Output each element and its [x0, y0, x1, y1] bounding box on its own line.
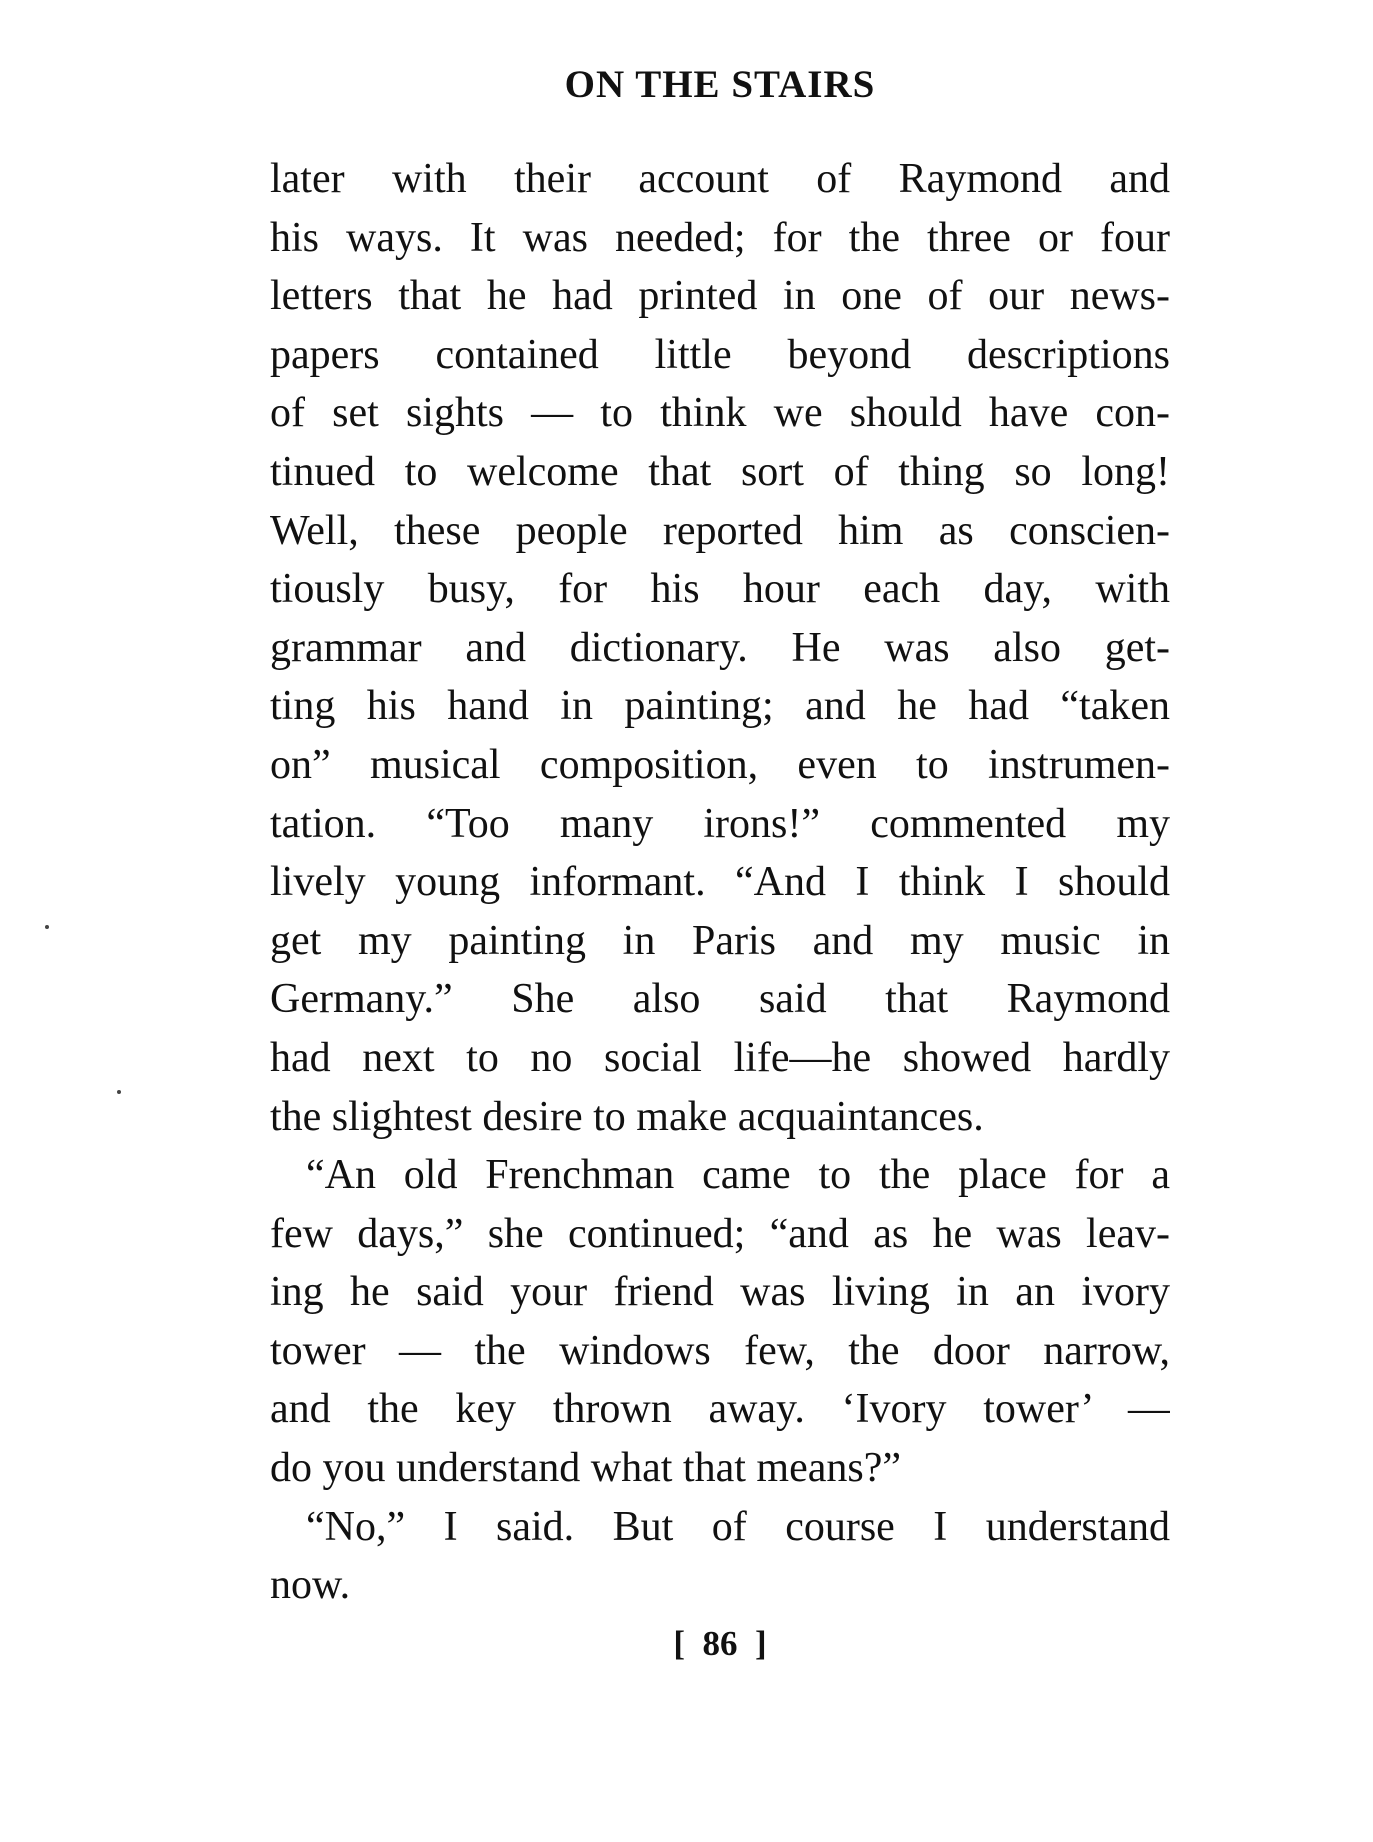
text-line: do you understand what that means?”: [270, 1445, 901, 1492]
text-line: Germany.” She also said that Raymond: [270, 976, 1170, 1023]
text-line: get my painting in Paris and my music in: [270, 917, 1170, 964]
text-line: and the key thrown away. ‘Ivory tower’ —: [270, 1386, 1170, 1433]
scan-speck: [45, 925, 49, 929]
text-line: lively young informant. “And I think I should: [270, 859, 1170, 906]
text-line: Well, these people reported him as conscien-: [270, 507, 1170, 554]
text-line: papers contained little beyond descriptions: [270, 331, 1170, 378]
page-number: [ 86 ]: [673, 1624, 767, 1663]
text-line: of set sights — to think we should have con-: [270, 390, 1170, 437]
body-text: [270, 150, 1170, 1615]
text-line: had next to no social life—he showed hardly: [270, 1034, 1170, 1081]
text-line: letters that he had printed in one of our news-: [270, 273, 1170, 320]
text-line: now.: [270, 1562, 351, 1609]
text-line: grammar and dictionary. He was also get-: [270, 624, 1170, 671]
text-line: few days,” she continued; “and as he was leav-: [270, 1210, 1170, 1257]
text-line: tation. “Too many irons!” commented my: [270, 800, 1170, 847]
text-line: on” musical composition, even to instrumen-: [270, 741, 1170, 788]
text-line: tower — the windows few, the door narrow,: [270, 1327, 1170, 1374]
text-line: ting his hand in painting; and he had “taken: [270, 683, 1170, 730]
text-line: later with their account of Raymond and: [270, 156, 1170, 202]
text-line: the slightest desire to make acquaintances.: [270, 1093, 984, 1140]
running-head: ON THE STAIRS: [564, 63, 876, 106]
text-line: ing he said your friend was living in an ivory: [270, 1269, 1170, 1316]
scan-speck: [117, 1090, 121, 1094]
text-line: “No,” I said. But of course I understand: [306, 1503, 1170, 1550]
text-line: “An old Frenchman came to the place for a: [306, 1152, 1170, 1199]
text-line: tinued to welcome that sort of thing so long!: [270, 448, 1170, 495]
text-line: his ways. It was needed; for the three or four: [270, 214, 1170, 261]
text-line: tiously busy, for his hour each day, with: [270, 566, 1170, 613]
